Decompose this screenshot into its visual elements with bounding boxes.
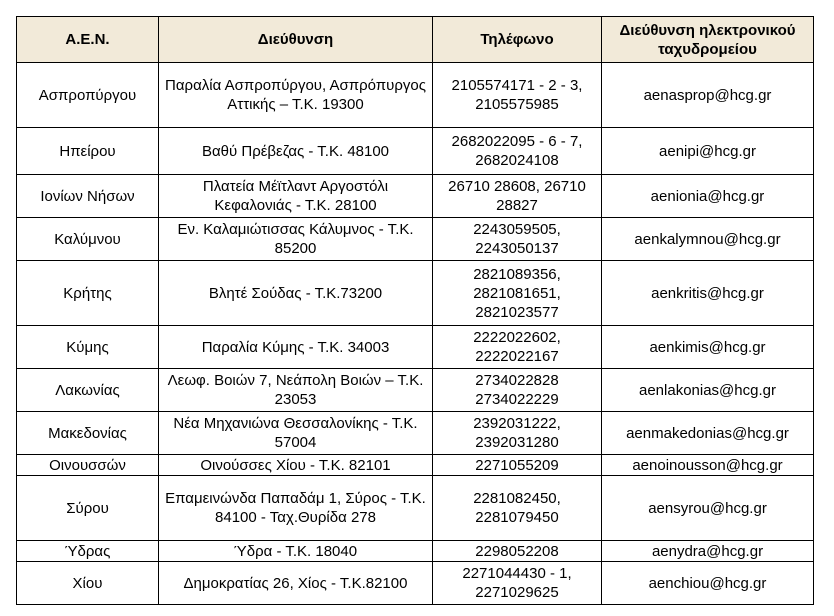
- table-row: [17, 218, 814, 261]
- cell-name: Ασπροπύργου: [17, 63, 159, 128]
- cell-email: aenoinousson@hcg.gr: [602, 455, 814, 476]
- cell-email: aenchiou@hcg.gr: [602, 562, 814, 605]
- cell-address: Δημοκρατίας 26, Χίος - Τ.Κ.82100: [159, 562, 433, 605]
- cell-email: aenlakonias@hcg.gr: [602, 369, 814, 412]
- cell-address: Βαθύ Πρέβεζας - Τ.Κ. 48100: [159, 128, 433, 175]
- cell-name: Χίου: [17, 562, 159, 605]
- table-row: [17, 261, 814, 326]
- cell-email: aenkritis@hcg.gr: [602, 261, 814, 326]
- cell-name: Καλύμνου: [17, 218, 159, 261]
- cell-address: Νέα Μηχανιώνα Θεσσαλονίκης - Τ.Κ. 57004: [159, 412, 433, 455]
- cell-name: Κύμης: [17, 326, 159, 369]
- cell-phone: 2821089356, 2821081651, 2821023577: [433, 261, 602, 326]
- cell-phone: 2222022602, 2222022167: [433, 326, 602, 369]
- cell-phone: 2682022095 - 6 - 7, 2682024108: [433, 128, 602, 175]
- table-row: [17, 175, 814, 218]
- cell-name: Οινουσσών: [17, 455, 159, 476]
- cell-address: Οινούσσες Χίου - Τ.Κ. 82101: [159, 455, 433, 476]
- cell-email: aenionia@hcg.gr: [602, 175, 814, 218]
- cell-phone: 26710 28608, 26710 28827: [433, 175, 602, 218]
- cell-email: aenipi@hcg.gr: [602, 128, 814, 175]
- cell-email: aenkalymnou@hcg.gr: [602, 218, 814, 261]
- cell-phone: 2392031222, 2392031280: [433, 412, 602, 455]
- table-row: [17, 455, 814, 476]
- cell-address: Βλητέ Σούδας - Τ.Κ.73200: [159, 261, 433, 326]
- cell-address: Παραλία Κύμης - Τ.Κ. 34003: [159, 326, 433, 369]
- cell-email: aenmakedonias@hcg.gr: [602, 412, 814, 455]
- cell-phone: 2734022828 2734022229: [433, 369, 602, 412]
- table-row: [17, 412, 814, 455]
- header-address: Διεύθυνση: [159, 17, 433, 63]
- table-row: [17, 476, 814, 541]
- cell-email: aenydra@hcg.gr: [602, 541, 814, 562]
- header-aen: Α.Ε.Ν.: [17, 17, 159, 63]
- cell-name: Ιονίων Νήσων: [17, 175, 159, 218]
- cell-address: Πλατεία Μέϊτλαντ Αργοστόλι Κεφαλονιάς - Τ.Κ. 28100: [159, 175, 433, 218]
- table-row: [17, 541, 814, 562]
- cell-address: Ύδρα - Τ.Κ. 18040: [159, 541, 433, 562]
- table-row: [17, 562, 814, 605]
- table-row: [17, 326, 814, 369]
- cell-address: Επαμεινώνδα Παπαδάμ 1, Σύρος - Τ.Κ. 84100 - Ταχ.Θυρίδα 278: [159, 476, 433, 541]
- cell-name: Σύρου: [17, 476, 159, 541]
- cell-address: Λεωφ. Βοιών 7, Νεάπολη Βοιών – Τ.Κ. 23053: [159, 369, 433, 412]
- table-row: [17, 369, 814, 412]
- header-row: [17, 17, 814, 63]
- cell-name: Λακωνίας: [17, 369, 159, 412]
- cell-phone: 2271044430 - 1, 2271029625: [433, 562, 602, 605]
- cell-phone: 2271055209: [433, 455, 602, 476]
- cell-address: Παραλία Ασπροπύργου, Ασπρόπυργος Αττικής – Τ.Κ. 19300: [159, 63, 433, 128]
- cell-name: Ηπείρου: [17, 128, 159, 175]
- cell-address: Εν. Καλαμιώτισσας Κάλυμνος - Τ.Κ. 85200: [159, 218, 433, 261]
- cell-email: aensyrou@hcg.gr: [602, 476, 814, 541]
- table-row: [17, 63, 814, 128]
- cell-phone: 2281082450, 2281079450: [433, 476, 602, 541]
- header-phone: Τηλέφωνο: [433, 17, 602, 63]
- contacts-table: [16, 16, 814, 605]
- cell-email: aenasprop@hcg.gr: [602, 63, 814, 128]
- cell-phone: 2298052208: [433, 541, 602, 562]
- table-row: [17, 128, 814, 175]
- cell-phone: 2105574171 - 2 - 3, 2105575985: [433, 63, 602, 128]
- cell-name: Μακεδονίας: [17, 412, 159, 455]
- cell-email: aenkimis@hcg.gr: [602, 326, 814, 369]
- cell-phone: 2243059505, 2243050137: [433, 218, 602, 261]
- cell-name: Κρήτης: [17, 261, 159, 326]
- cell-name: Ύδρας: [17, 541, 159, 562]
- header-email: Διεύθυνση ηλεκτρονικού ταχυδρομείου: [602, 17, 814, 63]
